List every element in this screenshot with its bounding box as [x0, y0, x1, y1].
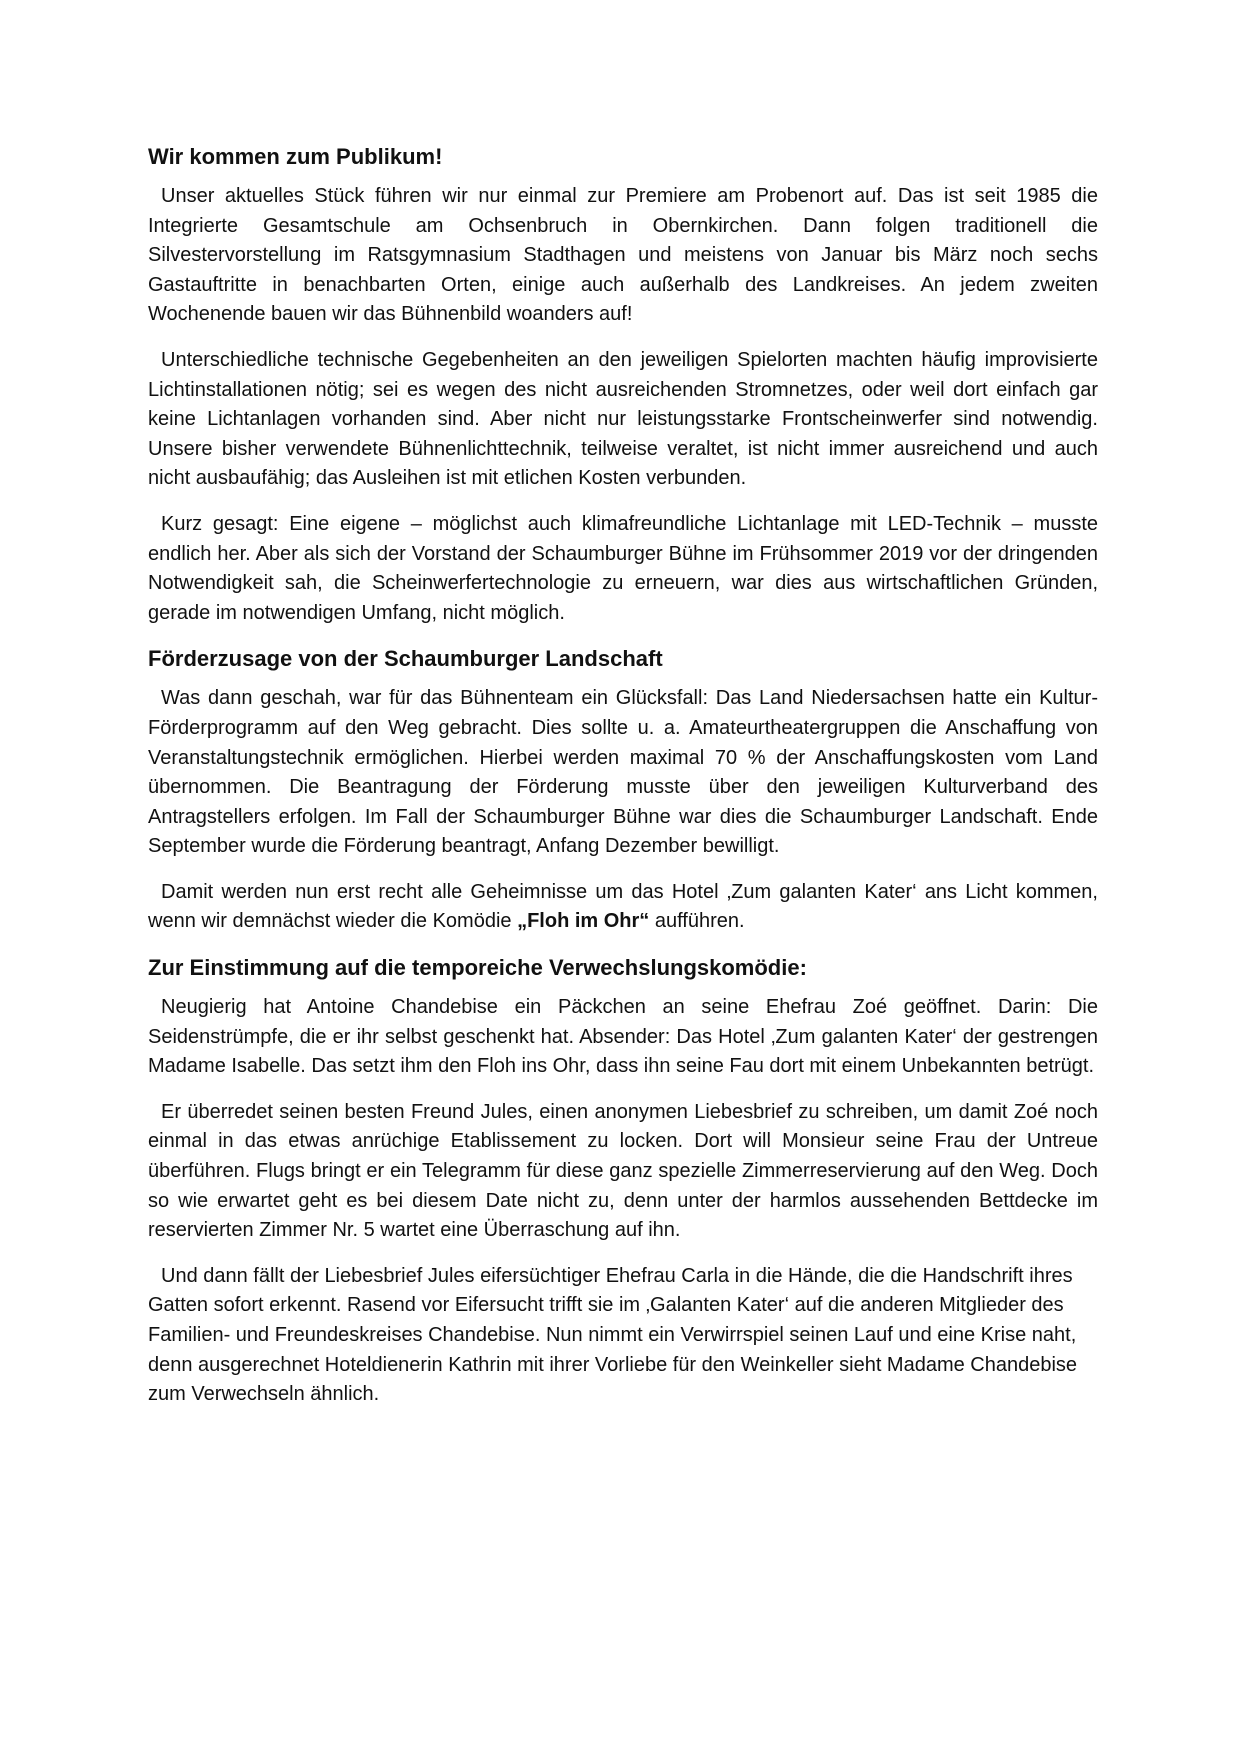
play-title: „Floh im Ohr“	[517, 910, 650, 933]
paragraph: Er überredet seinen besten Freund Jules, einen anonymen Liebesbrief zu schreiben, um damit Zoé noch einmal in das etwas anrüchige Etablissement zu locken. Dort will Monsieur seine Frau der Untreue überführen. Flugs bringt er ein Telegramm für diese ganz spezielle Zimmerreservierung auf den Weg. Doch so wie erwartet geht es bei diesem Date nicht zu, denn unter der harmlos aussehenden Bettdecke im reservierten Zimmer Nr. 5 wartet eine Überraschung auf ihn.	[148, 1100, 1098, 1242]
paragraph: Kurz gesagt: Eine eigene – möglichst auch klimafreundliche Lichtanlage mit LED-Technik – musste endlich her. Aber als sich der Vorstand der Schaumburger Bühne im Frühsommer 2019 vor der dringenden Notwendigkeit sah, die Scheinwerfertechnologie zu erneuern, war dies aus wirtschaftlichen Gründen, gerade im notwendigen Umfang, nicht möglich.	[148, 512, 1098, 624]
paragraph: Unterschiedliche technische Gegebenheiten an den jeweiligen Spielorten machten häufig improvisierte Lichtinstallationen nötig; sei es wegen des nicht ausreichenden Stromnetzes, oder weil dort einfach gar keine Lichtanlagen vorhanden sind. Aber nicht nur leistungsstarke Frontscheinwerfer sind notwendig. Unsere bisher verwendete Bühnenlichttechnik, teilweise veraltet, ist nicht immer ausreichend und auch nicht ausbaufähig; das Ausleihen ist mit etlichen Kosten verbunden.	[148, 348, 1098, 490]
paragraph: Neugierig hat Antoine Chandebise ein Päckchen an seine Ehefrau Zoé geöffnet. Darin: Die Seidenstrümpfe, die er ihr selbst geschenkt hat. Absender: Das Hotel ‚Zum galanten Kater‘ der gestrengen Madame Isabelle. Das setzt ihm den Floh ins Ohr, dass ihn seine Fau dort mit einem Unbekannten betrügt.	[148, 996, 1098, 1078]
paragraph	[148, 878, 1098, 937]
section-heading-publikum: Wir kommen zum Publikum!	[148, 144, 443, 169]
paragraph: Was dann geschah, war für das Bühnenteam ein Glücksfall: Das Land Niedersachsen hatte ein Kultur-Förderprogramm auf den Weg gebracht. Dies sollte u. a. Amateurtheatergruppen die Anschaffung von Veranstaltungstechnik ermöglichen. Hierbei werden maximal 70 % der Anschaffungskosten vom Land übernommen. Die Beantragung der Förderung musste über den jeweiligen Kulturverband des Antragstellers erfolgen. Im Fall der Schaumburger Bühne war dies die Schaumburger Landschaft. Ende September wurde die Förderung beantragt, Anfang Dezember bewilligt.	[148, 687, 1098, 858]
paragraph: Unser aktuelles Stück führen wir nur einmal zur Premiere am Probenort auf. Das ist seit 1985 die Integrierte Gesamtschule am Ochsenbruch in Obernkirchen. Dann folgen traditionell die Silvestervorstellung im Ratsgymnasium Stadthagen und meistens von Januar bis März noch sechs Gastauftritte in benachbarten Orten, einige auch außerhalb des Landkreises. An jedem zweiten Wochenende bauen wir das Bühnenbild woanders auf!	[148, 185, 1098, 326]
section-heading-einstimmung: Zur Einstimmung auf die temporeiche Verwechslungskomödie:	[148, 955, 807, 981]
section-heading-foerderzusage: Förderzusage von der Schaumburger Landschaft	[148, 646, 663, 672]
paragraph-text: Damit werden nun erst recht alle Geheimnisse um das Hotel ‚Zum galanten Kater‘ ans Licht kommen, wenn wir demnächst wieder die Komödie	[148, 880, 1098, 933]
paragraph: Und dann fällt der Liebesbrief Jules eifersüchtiger Ehefrau Carla in die Hände, die die Handschrift ihres Gatten sofort erkennt. Rasend vor Eifersucht trifft sie im ‚Galanten Kater‘ auf die anderen Mitglieder des Familien- und Freundeskreises Chandebise. Nun nimmt ein Verwirrspiel seinen Lauf und eine Krise naht, denn ausgerechnet Hoteldienerin Kathrin mit ihrer Vorliebe für den Weinkeller sieht Madame Chandebise zum Verwechseln ähnlich.	[148, 1264, 1078, 1406]
paragraph-text: aufführen.	[649, 910, 745, 933]
document-body	[148, 142, 1098, 1410]
